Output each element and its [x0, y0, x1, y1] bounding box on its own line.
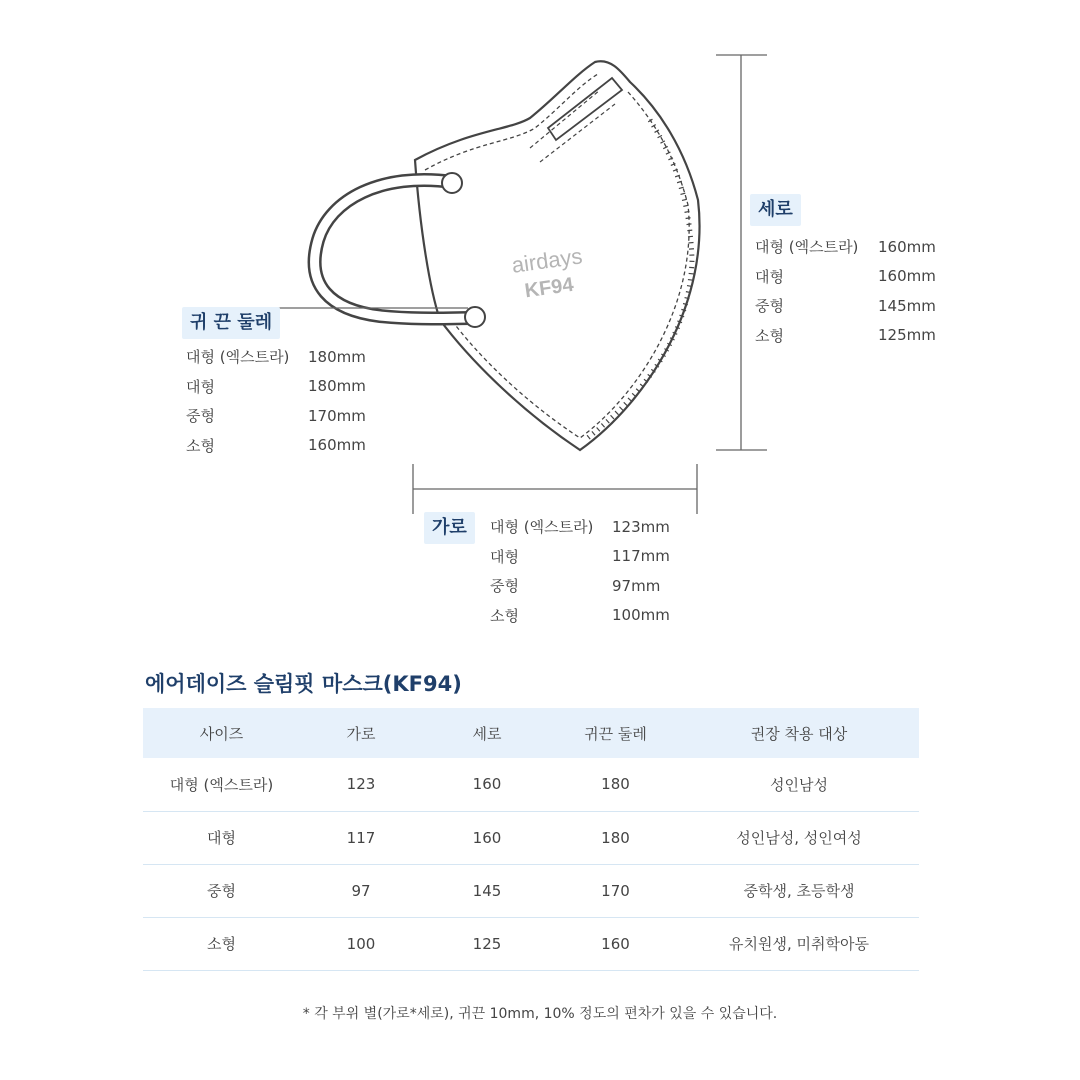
- size-label: 대형 (엑스트라): [755, 238, 859, 257]
- size-label: 대형: [186, 377, 215, 396]
- table-cell: 170: [552, 864, 679, 917]
- footnote: * 각 부위 별(가로*세로), 귀끈 10mm, 10% 정도의 편차가 있을 수 있습니다.: [302, 1006, 778, 1022]
- size-label: 대형: [755, 267, 784, 286]
- height-spec-row: [755, 291, 936, 321]
- size-value: 180mm: [308, 377, 366, 396]
- size-table: [143, 708, 919, 971]
- table-cell: 중학생, 초등학생: [679, 864, 919, 917]
- nose-clip-dash: [530, 90, 615, 162]
- size-value: 100mm: [612, 606, 670, 625]
- table-cell: 180: [552, 811, 679, 864]
- table-header-cell: 사이즈: [143, 708, 300, 758]
- height-spec-row: [755, 321, 936, 351]
- table-header-cell: 세로: [422, 708, 552, 758]
- mask-grade: KF94: [523, 273, 575, 303]
- width-spec-list: [490, 512, 670, 630]
- ear-spec-list: [186, 342, 366, 460]
- table-header-cell: 권장 착용 대상: [679, 708, 919, 758]
- table-cell: 97: [300, 864, 422, 917]
- size-value: 145mm: [878, 296, 936, 315]
- height-spec-title: 세로: [750, 194, 801, 226]
- width-dimension-line: [413, 464, 697, 514]
- ear-loop: [315, 180, 475, 319]
- table-cell: 180: [552, 758, 679, 811]
- ear-loop-anchor-bottom: [465, 307, 485, 327]
- ear-spec-row: [186, 401, 366, 431]
- table-cell: 중형: [143, 864, 300, 917]
- size-value: 97mm: [612, 576, 661, 595]
- table-cell: 100: [300, 917, 422, 970]
- size-label: 대형: [490, 547, 519, 566]
- table-cell: 유치원생, 미취학아동: [679, 917, 919, 970]
- table-header-cell: 가로: [300, 708, 422, 758]
- table-row: [143, 811, 919, 864]
- table-cell: 117: [300, 811, 422, 864]
- size-value: 160mm: [878, 237, 936, 256]
- table-cell: 대형: [143, 811, 300, 864]
- height-spec-list: [755, 232, 936, 350]
- table-row: [143, 917, 919, 970]
- table-cell: 160: [552, 917, 679, 970]
- table-cell: 123: [300, 758, 422, 811]
- ear-spec-row: [186, 342, 366, 372]
- ear-loop-anchor-top: [442, 173, 462, 193]
- product-title: 에어데이즈 슬림핏 마스크(KF94): [145, 672, 462, 696]
- table-header-cell: 귀끈 둘레: [552, 708, 679, 758]
- table-cell: 성인남성, 성인여성: [679, 811, 919, 864]
- size-value: 170mm: [308, 406, 366, 425]
- table-header-row: [143, 708, 919, 758]
- size-label: 소형: [186, 436, 215, 455]
- size-value: 180mm: [308, 347, 366, 366]
- table-row: [143, 864, 919, 917]
- size-value: 125mm: [878, 326, 936, 345]
- size-label: 중형: [490, 577, 519, 596]
- table-cell: 성인남성: [679, 758, 919, 811]
- size-value: 160mm: [878, 267, 936, 286]
- size-label: 소형: [755, 326, 784, 345]
- height-spec-row: [755, 262, 936, 292]
- width-spec-row: [490, 512, 670, 542]
- width-spec-title: 가로: [424, 512, 475, 544]
- size-label: 중형: [186, 407, 215, 426]
- size-value: 117mm: [612, 547, 670, 566]
- height-spec-row: [755, 232, 936, 262]
- size-value: 160mm: [308, 436, 366, 455]
- size-value: 123mm: [612, 517, 670, 536]
- table-cell: 대형 (엑스트라): [143, 758, 300, 811]
- table-cell: 145: [422, 864, 552, 917]
- table-cell: 125: [422, 917, 552, 970]
- size-label: 대형 (엑스트라): [186, 348, 290, 367]
- table-cell: 소형: [143, 917, 300, 970]
- size-label: 중형: [755, 297, 784, 316]
- nose-clip: [548, 78, 622, 140]
- size-label: 소형: [490, 606, 519, 625]
- width-spec-row: [490, 571, 670, 601]
- mask-brand: airdays: [510, 243, 584, 278]
- width-spec-row: [490, 601, 670, 631]
- table-cell: 160: [422, 758, 552, 811]
- size-label: 대형 (엑스트라): [490, 518, 594, 537]
- ear-spec-row: [186, 372, 366, 402]
- width-spec-row: [490, 542, 670, 572]
- ear-spec-row: [186, 431, 366, 461]
- ear-spec-title: 귀 끈 둘레: [182, 307, 280, 339]
- table-cell: 160: [422, 811, 552, 864]
- table-row: [143, 758, 919, 811]
